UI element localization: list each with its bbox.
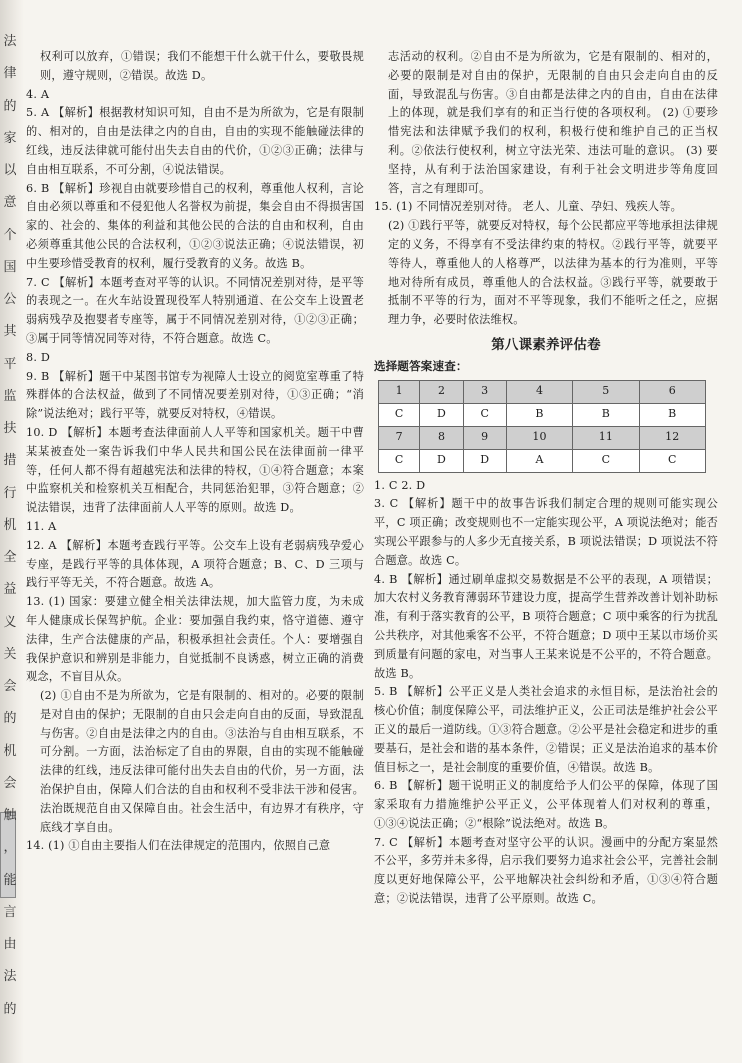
answer-table-number-row: [379, 380, 706, 403]
table-cell: C: [379, 403, 420, 426]
answer-item: 3. C 【解析】题干中的故事告诉我们制定合理的规则可能实现公平，C 项正确；改变规则也不一定能实现公平，A 项说法绝对；能否实现公平跟参与的人多少无直接关系，B 项说法错误；D 项说法不符合题意。故选 C。: [374, 497, 718, 567]
answer-table: [378, 380, 706, 473]
edge-glyph: 法: [3, 34, 17, 49]
table-cell: B: [506, 403, 572, 426]
answer-table-number-row: [379, 426, 706, 449]
table-cell: 11: [573, 426, 639, 449]
section-title: 第八课素养评估卷: [491, 336, 601, 353]
table-cell: C: [639, 449, 705, 472]
answer-item: 6. B 【解析】珍视自由就要珍惜自己的权利，尊重他人权利，言论自由必须以尊重和不侵犯他人名誉权为前提，集会自由不得损害国家的、社会的、集体的利益和其他公民的合法的自由和权利，自由必须尊重其他公民的合法权利，①②③说法正确；④说法错误，初中生要珍惜受教育的权利，履行受教育的义务。故选 B。: [26, 181, 364, 270]
edge-glyph: 律: [3, 66, 17, 82]
edge-glyph: 关: [3, 646, 17, 662]
table-cell: C: [463, 403, 506, 426]
table-cell: 5: [573, 380, 639, 403]
table-cell: B: [639, 403, 705, 426]
edge-glyph: 意: [3, 195, 17, 211]
answer-item: 13. (1) 国家：要建立健全相关法律法规，加大监管力度，为未成年人健康成长保驾护航。企业：要加强自我约束，恪守道德、遵守法律，生产合法健康的产品，积极承担社会责任。个人：要增强自我保护意识和辨别是非能力，自觉抵制不良诱惑，树立正确的消费观念，不盲目从众。: [26, 595, 364, 684]
answer-item: (2) ①践行平等，就要反对特权，每个公民都应平等地承担法律规定的义务，不得享有不受法律约束的特权。②践行平等，就要平等待人，尊重他人的人格尊严，以法律为基本的行为准则，平等地对待所有成员，尊重他人的合法权益。③践行平等，就要敢于抵制不平等的行为，面对不平等现象，我们不能听之任之，应据理力争，必要时依法维权。: [388, 219, 718, 327]
edge-glyph: 的: [3, 1001, 17, 1017]
answer-item: 11. A: [26, 519, 57, 533]
answer-item: 4. A: [26, 87, 50, 101]
edge-glyph: 措: [3, 453, 17, 469]
edge-glyph: 机: [3, 517, 17, 533]
answer-item: 10. D 【解析】本题考查法律面前人人平等和国家机关。题干中曹某某被查处一案告诉我们中华人民共和国公民在法律面前一律平等，任何人都不得有超越宪法和法律的特权，①④符合题意；本案中监察机关和检察机关互相配合，共同惩治犯罪，③符合题意；②说法错误，违背了法律面前人人平等的原则。故选 D。: [26, 425, 364, 515]
edge-glyph: 由: [3, 937, 17, 953]
table-cell: 3: [463, 380, 506, 403]
table-cell: D: [463, 449, 506, 472]
table-cell: C: [379, 449, 420, 472]
edge-glyph: 国: [3, 259, 17, 275]
answer-table-value-row: [379, 449, 706, 472]
answer-item: 9. B 【解析】题干中某图书馆专为视障人士设立的阅览室尊重了特殊群体的合法权益，做到了不同情况要差别对待，①③正确；“消除”说法绝对；践行平等，就要反对特权，④错误。: [26, 369, 364, 421]
table-cell: 10: [506, 426, 572, 449]
edge-glyph: 会: [3, 679, 17, 695]
table-cell: C: [573, 449, 639, 472]
table-cell: D: [420, 449, 463, 472]
answer-table-title: 选择题答案速查：: [374, 358, 468, 373]
table-cell: 8: [420, 426, 463, 449]
edge-glyph: 公: [3, 292, 17, 308]
answer-item: 5. A 【解析】根据教材知识可知，自由不是为所欲为，它是有限制的、相对的，自由是法律之内的自由，自由的实现不能触碰法律的红线，违反法律就可能付出失去自由的代价，①②③正确；法律与自由相互联系，不可分割，④说法错误。: [26, 106, 364, 176]
answer-item: 7. C 【解析】本题考查对平等的认识。不同情况差别对待，是平等的表现之一。在火车站设置现役军人特别通道、在公交车上设置老弱病残孕及抱婴者专座等，属于不同情况差别对待，①②③正确；③属于同等情况同等对待，不符合题意。故选 C。: [26, 275, 364, 345]
edge-glyph: 的: [3, 98, 17, 114]
edge-glyph: 机: [3, 743, 17, 759]
answer-item: 15. (1) 不同情况差别对待。 老人、儿童、孕妇、残疾人等。: [374, 200, 683, 214]
edge-glyph: 全: [3, 550, 17, 566]
edge-glyph: 个: [3, 227, 17, 243]
table-cell: 1: [379, 380, 420, 403]
table-cell: 7: [379, 426, 420, 449]
table-cell: 12: [639, 426, 705, 449]
edge-glyph: 的: [3, 711, 17, 727]
edge-glyph: 以: [3, 163, 17, 179]
answer-item: (2) ①自由不是为所欲为，它是有限制的、相对的。必要的限制是对自由的保护；无限制的自由只会走向自由的反面，导致混乱与伤害。②自由是法律之内的自由。③法治与自由相互联系，不可分割。一方面，法治标定了自由的界限，自由的实现不能触碰法律的红线，违反法律可能付出失去自由的代价，另一方面，法治保护自由，保障人们合法的自由和权利不受非法干涉和侵害。法治既规范自由又保障自由。社会生活中，有边界才有秩序，守底线才享自由。: [40, 689, 364, 834]
answer-item: 1. C 2. D: [374, 478, 426, 492]
answer-table-value-row: [379, 403, 706, 426]
edge-glyph: 监: [3, 388, 17, 404]
edge-glyph: 义: [3, 614, 17, 630]
edge-glyph: 法: [3, 969, 17, 985]
answer-text: 权利可以放弃，①错误；我们不能想干什么就干什么，要敬畏规则，遵守规则，②错误。故选 D。: [40, 50, 364, 82]
edge-glyph: 平: [3, 356, 17, 372]
edge-glyph: 触: [3, 808, 17, 824]
left-column: [26, 0, 364, 856]
answer-item: 6. B 【解析】题干说明正义的制度给予人们公平的保障，体现了国家采取有力措施维护公平正义，公平体现着人们对权利的尊重，①③④说法正确；②“根除”说法绝对。故选 B。: [374, 779, 718, 830]
answer-item: 14. (1) ①自由主要指人们在法律规定的范围内，依照自己意: [26, 839, 331, 853]
table-cell: 9: [463, 426, 506, 449]
table-cell: 4: [506, 380, 572, 403]
table-cell: B: [573, 403, 639, 426]
right-column: [374, 0, 718, 909]
answer-item: 12. A 【解析】本题考查践行平等。公交车上设有老弱病残孕爱心专座，是践行平等的具体体现，A 项符合题意；B、C、D 三项与践行平等无关，不符合题意。故选 A。: [26, 538, 364, 590]
edge-glyph: 言: [3, 904, 17, 920]
answer-text: 志活动的权利。②自由不是为所欲为，它是有限制的、相对的，必要的限制是对自由的保护，无限制的自由只会走向自由的反面，导致混乱与伤害。③自由都是法律之内的自由，自由在法律上的体现，就是我们享有的和正当行使的各项权利。 (2) ①要珍惜宪法和法律赋予我们的权利，积极行使和维护自己的正当权利。②依法行使权利，树立守法光荣、违法可耻的意识。 (3) 要坚持，从有利于法治国家建设，有利于社会文明进步等角度回答，言之有理即可。: [388, 50, 718, 195]
edge-glyph: ，: [3, 840, 17, 856]
table-cell: 6: [639, 380, 705, 403]
edge-glyph: 益: [3, 582, 17, 598]
edge-glyph: 家: [3, 130, 17, 146]
answer-item: 7. C 【解析】本题考查对坚守公平的认识。漫画中的分配方案显然不公平，多劳并未多得，启示我们要努力追求社会公平，完善社会制度以更好地保障公平，公平地解决社会纠纷和矛盾，①③④符合题意；②说法错误，违背了公平原则。故选 C。: [374, 835, 718, 906]
table-cell: D: [420, 403, 463, 426]
answer-item: 5. B 【解析】公平正义是人类社会追求的永恒目标，是法治社会的核心价值；制度保障公平，司法维护正义，公正司法是维护社会公平正义的最后一道防线。①③符合题意。②公平是社会稳定和进步的重要基石，是社会和谐的基本条件，②错误；正义是法治追求的基本价值目标之一，是社会制度的重要价值，④错误。故选 B。: [374, 685, 718, 774]
edge-glyph: 其: [3, 324, 17, 340]
table-cell: 2: [420, 380, 463, 403]
table-cell: A: [506, 449, 572, 472]
edge-glyph: 扶: [3, 421, 17, 437]
edge-glyph: 能: [3, 872, 17, 888]
answer-item: 8. D: [26, 350, 50, 364]
answer-item: 4. B 【解析】通过刷单虚拟交易数据是不公平的表现，A 项错误；加大农村义务教育薄弱环节建设力度，提高学生营养改善计划补助标准，有利于落实教育的公平，B 项符合题意；C 项中乘客的行为扰乱公共秩序，对其他乘客不公平，不符合题意；D 项中王某以市场价买到质量有问题的家电，对当事人王某来说是不公平的，不符合题意。故选 B。: [374, 572, 718, 680]
edge-glyph: 会: [3, 775, 17, 791]
edge-glyph: 行: [3, 485, 17, 501]
